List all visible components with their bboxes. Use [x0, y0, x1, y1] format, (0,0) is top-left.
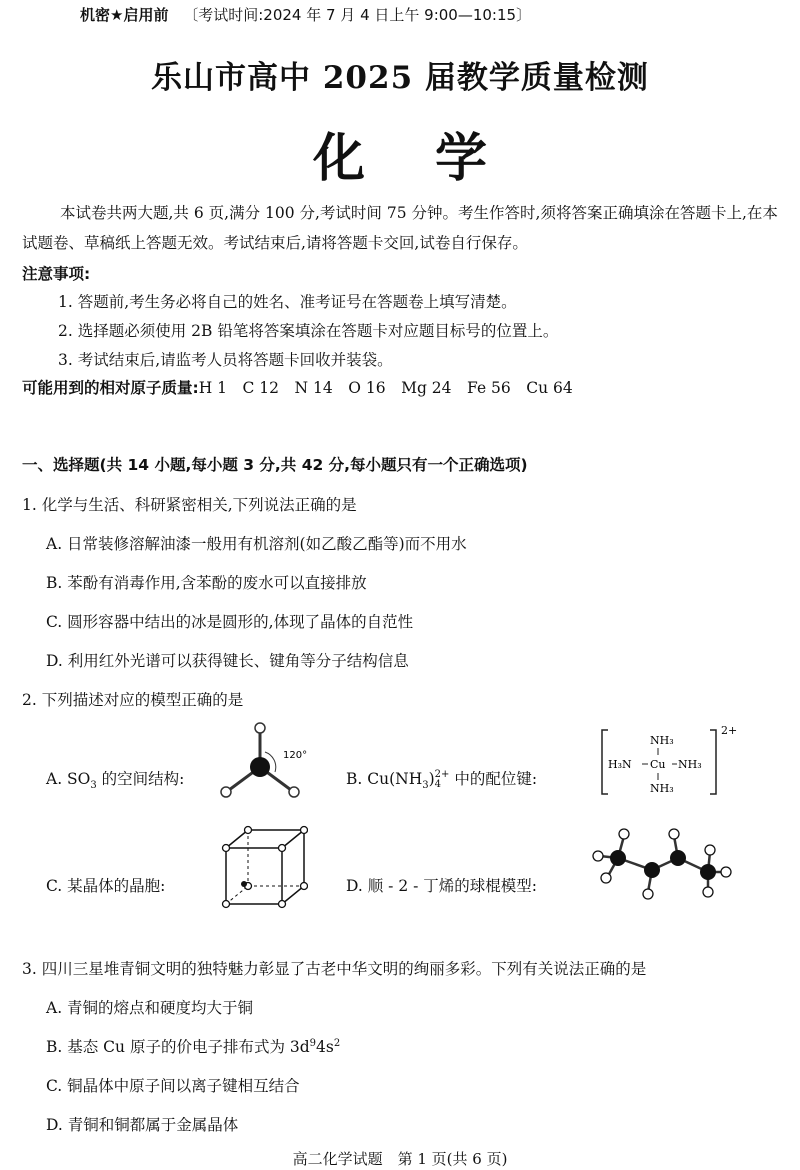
question-1-stem: 1. 化学与生活、科研紧密相关,下列说法正确的是 [22, 496, 357, 514]
complex-charge: 2+ [721, 724, 738, 737]
cis-2-butene-model-diagram [586, 826, 736, 900]
secret-label: 机密★启用前 [80, 6, 169, 24]
q2-option-a: A. $SO_3$ 的空间结构: [46, 770, 185, 792]
notice-item: 2. 选择题必须使用 2B 铅笔将答案填涂在答题卡对应题目标号的位置上。 [58, 322, 559, 340]
exam-time: 〔考试时间:2024 年 7 月 4 日上午 9:00—10:15〕 [183, 6, 532, 24]
q1-option-d: D. 利用红外光谱可以获得键长、键角等分子结构信息 [46, 652, 409, 670]
ligand-top: NH₃ [650, 734, 674, 747]
center-atom: Cu [650, 758, 666, 771]
q1-option-b: B. 苯酚有消毒作用,含苯酚的废水可以直接排放 [46, 574, 367, 592]
q3-option-c: C. 铜晶体中原子间以离子键相互结合 [46, 1077, 300, 1095]
page-footer: 高二化学试题 第 1 页(共 6 页) [292, 1150, 508, 1168]
notice-item: 3. 考试结束后,请监考人员将答题卡回收并装袋。 [58, 351, 393, 369]
crystal-cell-diagram [218, 822, 308, 910]
question-2-stem: 2. 下列描述对应的模型正确的是 [22, 691, 244, 709]
q3-option-a: A. 青铜的熔点和硬度均大于铜 [46, 999, 254, 1017]
q2-option-c: C. 某晶体的晶胞: [46, 877, 166, 895]
notice-item: 1. 答题前,考生务必将自己的姓名、准考证号在答题卷上填写清楚。 [58, 293, 517, 311]
ligand-bottom: NH₃ [650, 782, 674, 795]
exam-header [80, 4, 531, 25]
atomic-mass-values: H 1 C 12 N 14 O 16 Mg 24 Fe 56 Cu 64 [198, 379, 573, 397]
ligand-left: H₃N [608, 758, 632, 771]
q3-option-d: D. 青铜和铜都属于金属晶体 [46, 1116, 239, 1134]
intro-paragraph: 本试卷共两大题,共 6 页,满分 100 分,考试时间 75 分钟。考生作答时,须将答案正确填涂在答题卡上,在本试题卷、草稿纸上答题无效。考试结束后,请将答题卡交回,试卷自行保存。 [22, 204, 778, 252]
notice-heading: 注意事项: [22, 265, 91, 283]
ligand-right: NH₃ [678, 758, 702, 771]
page-title: 乐山市高中 2025 届教学质量检测 [151, 60, 649, 96]
atomic-mass-label: 可能用到的相对原子质量: [22, 379, 199, 397]
q1-option-a: A. 日常装修溶解油漆一般用有机溶剂(如乙酸乙酯等)而不用水 [46, 535, 467, 553]
section-heading: 一、选择题(共 14 小题,每小题 3 分,共 42 分,每小题只有一个正确选项) [22, 456, 528, 474]
angle-label: 120° [283, 750, 308, 761]
copper-ammine-complex-diagram [598, 724, 768, 802]
q3-option-b: B. 基态 Cu 原子的价电子排布式为 $3d^94s^2$ [46, 1037, 341, 1056]
question-3-stem: 3. 四川三星堆青铜文明的独特魅力彰显了古老中华文明的绚丽多彩。下列有关说法正确的是 [22, 960, 647, 978]
atomic-mass-line [22, 376, 573, 398]
q2-option-b: B. $Cu(NH_3)$ 2+ 4 中的配位键: [346, 769, 538, 792]
subject-title: 化学 [312, 128, 557, 189]
q1-option-c: C. 圆形容器中结出的冰是圆形的,体现了晶体的自范性 [46, 613, 414, 631]
q2-option-d: D. 顺 - 2 - 丁烯的球棍模型: [346, 877, 537, 895]
so3-structure-diagram [215, 722, 325, 812]
